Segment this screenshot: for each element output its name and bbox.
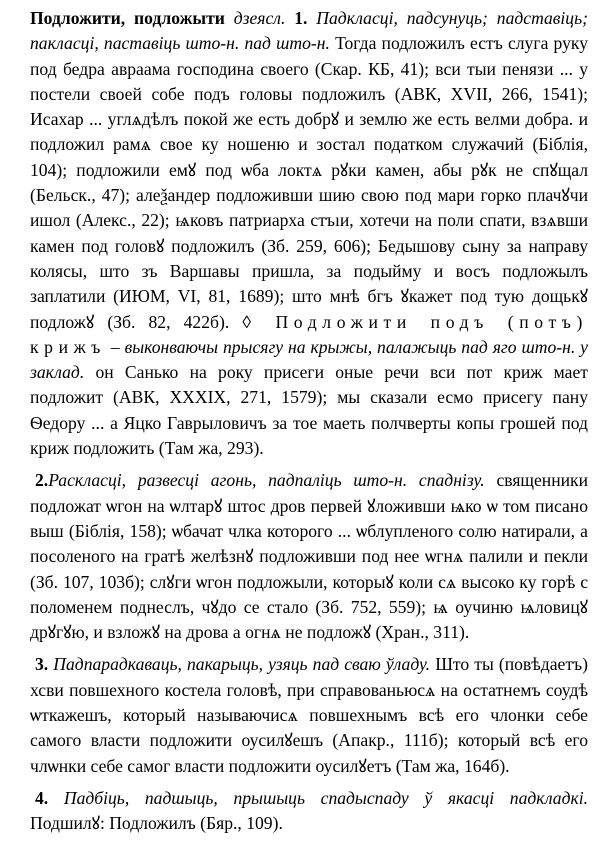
sense-number: 2. — [35, 470, 49, 491]
sense-1 — [30, 6, 588, 461]
phrase-headword: ◊ Подложити подъ (потъ) крижъ — [30, 311, 588, 357]
sense-citations: Тогда подложилъ естъ слуга руку под бедра авраама господина своего (Скар. КБ, 41); вси тыи пенязи ... у постели своей собе подъ головы подложилъ (АВК, XVII, 266, 1541); Исахар ... углѧдѣлъ покой же есть добрꙋ и землю же есть велми добра. и подложил рамѧ свое ку ношеню и зостал податком служачий (Біблія, 104); подложили емꙋ под ѡба локтѧ рꙋки камен, абы рꙋк не спꙋщал (Бельск., 47); алеѯандер подложивши шию свою под мари горко плачꙋчи ишол (Алекс., 22); ѩковъ патриарха стъıи, хотечи на поли спати, взѧвши камен под головꙋ подложилъ (Зб. 259, 606); Бедышову сыну за направу колясы, што зъ Варшавы пришла, за подыйму и восъ подложылъ заплатили (ИЮМ, VI, 81, 1689); што мнѣ бгъ ꙋкажет под тую дощькꙋ подложꙋ (Зб. 82, 422б). — [30, 33, 588, 332]
sense-definition: Падкласці, падсунуць; падставіць; пакласці, паставіць што-н. пад што-н. — [30, 8, 588, 54]
sense-citations: Подшилꙋ: Подложилъ (Бяр., 109). — [30, 813, 283, 834]
phrase-definition: – выконваючы прысягу на крыжы, палажыць пад яго што-н. у заклад. — [30, 336, 588, 383]
sense-2 — [30, 468, 588, 645]
sense-3 — [30, 652, 588, 778]
sense-4 — [30, 786, 588, 837]
headword: Подложити, подложыти — [30, 8, 225, 28]
sense-number: 3. — [35, 654, 49, 675]
grammar-label: дзеясл. — [233, 8, 286, 28]
sense-number: 4. — [35, 787, 49, 808]
sense-definition: Падпарадкаваць, пакарыць, узяць пад сваю ўладу. — [53, 654, 431, 675]
phrase-citations: он Санько на року присеги оные речи вси пот криж мает подложит (АВК, XXXIX, 271, 1579); мы сказали есмо присегу пану Ѳедору ... а Яцко Гаврыловичъ за тое маеть полчверты копы грошей под криж подложить (Там жа, 293). — [30, 362, 588, 459]
sense-number: 1. — [294, 8, 308, 28]
sense-definition: Раскласці, развесці агонь, падпаліць што-н. спаднізу. — [48, 470, 485, 491]
sense-definition: Падбіць, падшыць, прышыць спадыспаду ў якасці падкладкі. — [63, 787, 588, 808]
sense-citations: Што ты (повѣдаетъ) хсви повшехного костела головѣ, при справованьюсѧ на остатнемъ соудѣ ѡткажешъ, который называючисѧ повшехнымъ всѣ его члонки себе самого власти подложити оусилꙋешъ (Апакр., 111б); который всѣ его члѡнки себе самог власти подложити оусилꙋетъ (Там жа, 164б). — [30, 654, 589, 776]
sense-citations: священники подложат ѡгон на ѡлтарꙋ штос дров первей ꙋложивши ѩко ѡ том писано выш (Біблія, 158); ѡбачат члка которого ... ѡблупленого солю натирали, а посоленого на гратѣ желѣзнꙋ подложивши под нее ѡгнѧ палили и пекли (Зб. 107, 103б); слꙋги ѡгон подложыли, которыꙋ коли сѧ высоко ку горѣ с поломенем поднеслъ, чꙋдо се стало (Зб. 752, 559); ѩ оучиню ѩловицꙋ дрꙋгꙋю, и взложꙋ на дрова а огнѧ не подложꙋ (Хран., 311). — [30, 470, 588, 643]
